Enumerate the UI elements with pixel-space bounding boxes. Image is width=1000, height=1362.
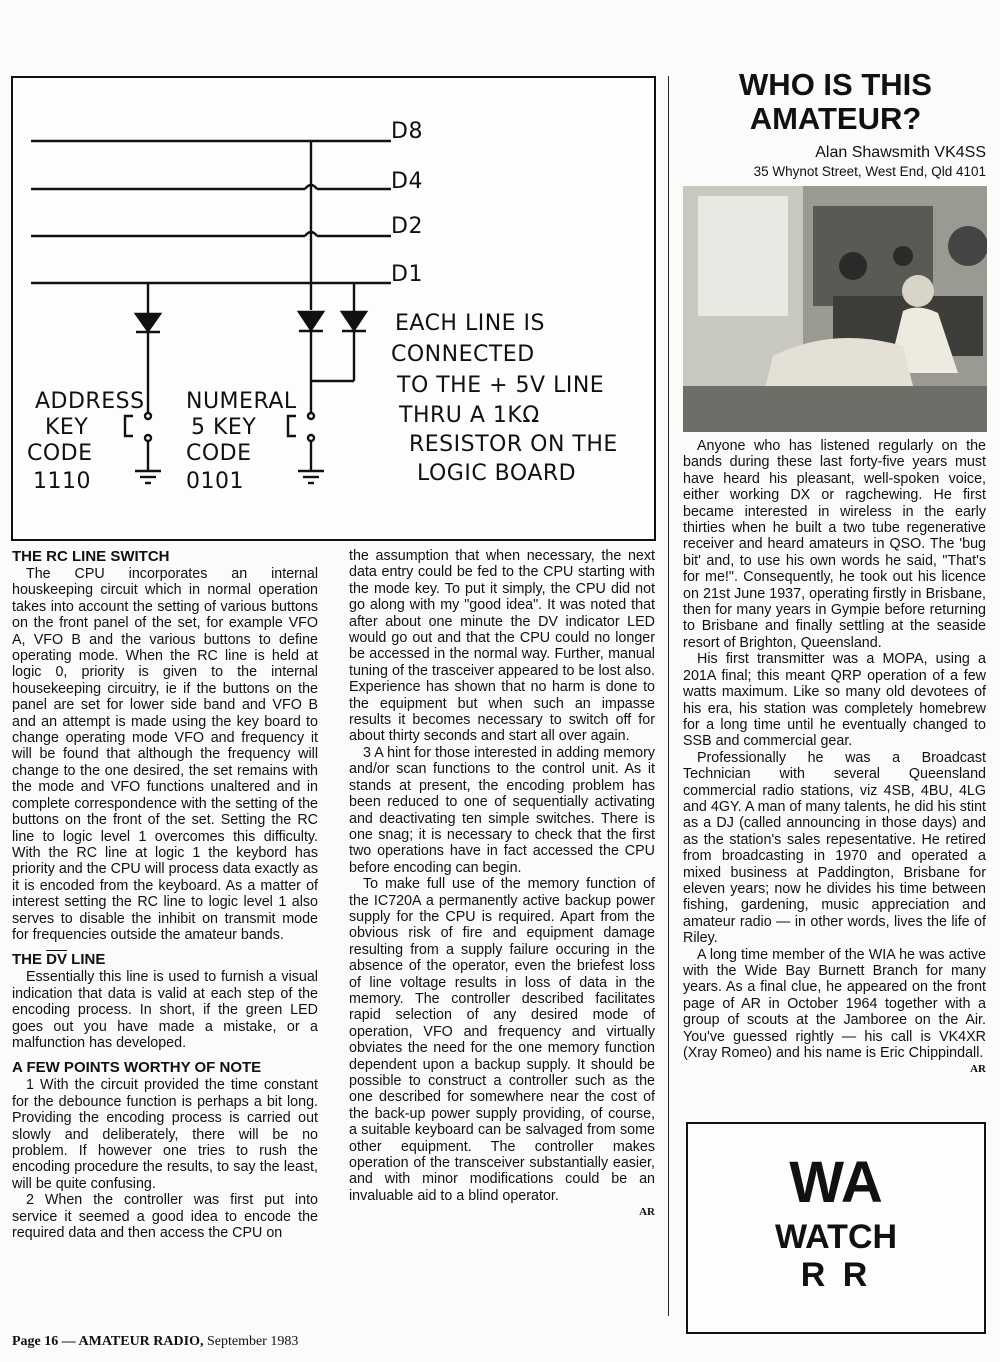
paragraph: Essentially this line is used to furnish a visual indication that data is valid at each step of the encoding process. In short, if the green LED goes out you have made a mistake, or a malfunction has developed. [12, 969, 318, 1051]
numeral-label-2: 5 KEY [191, 415, 257, 440]
sidebar-text [683, 438, 986, 1078]
address-label-2: KEY [45, 415, 89, 440]
note-line-3: TO THE + 5V LINE [397, 373, 605, 398]
wa-line-1: WA [789, 1150, 883, 1215]
end-mark: AR [970, 1063, 986, 1076]
end-mark: AR [639, 1206, 655, 1219]
heading-overlined: DV [46, 951, 68, 969]
wa-line-2: WATCH [774, 1218, 898, 1256]
page-footer [12, 1334, 298, 1350]
schematic-svg [13, 78, 654, 539]
sidebar-title: WHO IS THIS AMATEUR? [739, 67, 932, 136]
heading-rc-line: THE RC LINE SWITCH [12, 548, 170, 565]
note-line-6: LOGIC BOARD [417, 461, 577, 486]
paragraph: Anyone who has listened regularly on the bands during these last forty-five years must have heard his pleasant, well-spoken voice, either working DX or ragchewing. He first became interested in wireless in the early thirties when he built a two tube regenerative receiver and heard amateurs in QSO. The 'bug bit' and, to use his own words he said, "That's for me!". Consequently, he took out his licence on 21st June 1937, operating firstly in Brisbane, then for many years in Gympie before returning to Brisbane and finally settling at the seaside resort of Brighton, Queensland. [683, 438, 986, 651]
paragraph: A long time member of the WIA he was active with the Wide Bay Burnett Branch for many years. As a final clue, he appeared on the front page of AR in October 1964 together with a group of scouts at the Jamboree on the Air. You've guessed rightly — his call is VK4XR (Xray Romeo) and his name is Eric Chippindall. [683, 946, 986, 1062]
photo-illustration [683, 186, 987, 432]
author-address: 35 Whynot Street, West End, Qld 4101 [753, 164, 986, 179]
heading-part: LINE [67, 951, 106, 969]
circuit-diagram [11, 76, 656, 541]
numeral-label-3: CODE [186, 441, 252, 466]
paragraph: 1 With the circuit provided the time constant for the debounce function is perhaps a bit long. Providing the encoding process is carried out slowly and deliberately, there will be no problem. If however one tries to rush the encoding procedure the results, to say the least, will be quite confusing. [12, 1077, 318, 1192]
paragraph: the assumption that when necessary, the next data entry could be fed to the CPU starting with the mode key. To put it simply, the CPU did not go along with my "good idea". It was noted that after about one minute the DV indicator LED would go out and that the CPU could no longer be accessed in the normal way. Further, manual tuning of the trasceiver appeared to be lost also. Experience has shown that no harm is done to the equipment but when such an impasse results it becomes necessary to switch off for about thirty seconds and start all over again. [349, 548, 655, 745]
author-name: Alan Shawsmith VK4SS [815, 144, 986, 161]
issue-date: September 1983 [203, 1334, 299, 1349]
paragraph: His first transmitter was a MOPA, using a 201A final; this meant QRP operation of a few watts maximum. Like so many old devotees of his era, his station was completely homebrew for a long time until he eventually changed to SSB and commercial gear. [683, 651, 986, 750]
page-number: Page 16 — [12, 1334, 79, 1349]
wa-line-3: R R [800, 1256, 872, 1294]
address-label-1: ADDRESS [35, 389, 145, 414]
wa-watch-box [686, 1122, 986, 1334]
amateur-photo [683, 186, 987, 432]
article-column-2 [349, 548, 655, 1221]
paragraph: Professionally he was a Broadcast Technician with several Queensland commercial radio stations, viz 4SB, 4BU, 4LG and 4GY. A man of many talents, he did his stint as a DJ (called announcing in those days) and as the station's sales repesentative. He retired from broadcasting in 1970 and operated a mixed business at Paddington, Brisbane for eleven years; now he divides his time between fishing, gardening, music appreciation and amateur radio — in other words, lives the life of Riley. [683, 749, 986, 947]
heading-part: THE [12, 951, 47, 969]
note-line-1: EACH LINE IS [395, 311, 546, 336]
label-d2: D2 [391, 214, 423, 239]
label-d4: D4 [391, 169, 423, 194]
address-label-4: 1110 [33, 469, 91, 494]
label-d1: D1 [391, 262, 423, 287]
numeral-label-1: NUMERAL [186, 389, 297, 414]
address-label-3: CODE [27, 441, 93, 466]
note-line-2: CONNECTED [391, 342, 535, 367]
paragraph: The CPU incorporates an internal houskeeping circuit which in normal operation takes into account the setting of various buttons on the front panel of the set, for example VFO A, VFO B and the various buttons to define operating mode. When the RC line is held at logic 0, priority is given to the internal housekeeping circuitry, ie if the buttons on the panel are set for lower side band and VFO B and an attempt is made using the key board to change operating mode VFO and frequency it will be found that although the frequency will change to the one desired, the set remains with the mode and VFO functions unaltered and in complete correspondence with the setting of the buttons on the front of the set. Setting the RC line to logic level 1 overcomes this difficulty. With the RC line at logic 1 the keybord has priority and the CPU will process data exactly as it is encoded from the keyboard. As a matter of interest setting the RC line to logic level 1 also serves to disable the inhibit on transmit mode for frequencies outside the amateur bands. [12, 566, 318, 943]
note-line-4: THRU A 1KΩ [399, 403, 540, 428]
numeral-label-4: 0101 [186, 469, 244, 494]
paragraph: To make full use of the memory function of the IC720A a permanently active backup power supply for the CPU is required. Apart from the obvious risk of fire and equipment damage resulting from a supply failure occuring in the absence of the operator, even the briefest loss of line voltage results in loss of data in the memory. The controller described facilitates rapid selection of any desired mode of operation, VFO and frequency and virtually obviates the need for the one memory function dependent upon a backup supply. It should be possible to construct a controller such as the one described for somewhere near the cost of the back-up power supply providing, of course, a suitable keyboard can be salvaged from some other equipment. The controller makes operation of the transceiver substantially easier, and with minor modifications could be an invaluable aid to a blind operator. [349, 876, 655, 1204]
paragraph: 2 When the controller was first put into service it seemed a good idea to encode the required data and then access the CPU on [12, 1192, 318, 1242]
column-rule [668, 76, 669, 1316]
label-d8: D8 [391, 119, 423, 144]
heading-points: A FEW POINTS WORTHY OF NOTE [12, 1059, 262, 1077]
heading-dv-line [12, 951, 318, 969]
article-column-1 [12, 548, 318, 1241]
paragraph: 3 A hint for those interested in adding memory and/or scan functions to the control unit. As it stands at present, the encoding problem has been reduced to one of sequentially activating and deactivating ten simple switches. There is one snag; it is necessary to check that the first two operations have in fact accessed the CPU before encoding can begin. [349, 744, 655, 876]
magazine-name: AMATEUR RADIO, [78, 1334, 204, 1349]
note-line-5: RESISTOR ON THE [409, 432, 618, 457]
